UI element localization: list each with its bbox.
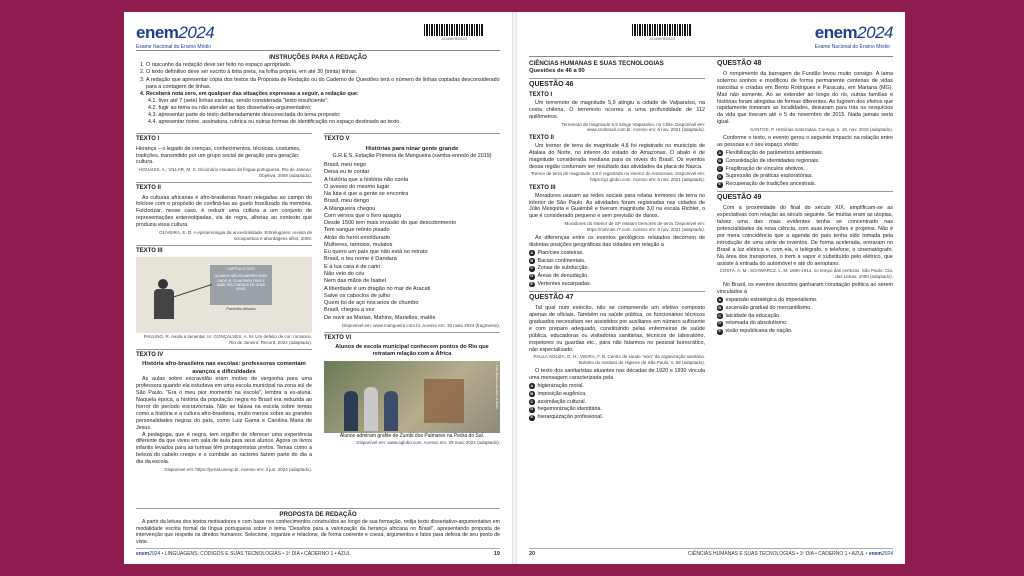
proposta-body: A partir da leitura dos textos motivadores e com base nos conhecimentos construídos ao longo de sua formação, redija texto dissertativo-argumentativo em modalidade escrita formal da língua portuguesa sobre o tema "Desafios para a valorização da herança africana no Brasil", apresentando proposta de intervenção que respeite os direitos humanos. Selecione, organize e relacione, de forma coerente e coesa, argumentos e fatos para defesa de seu ponto de vista.: [136, 518, 500, 545]
alternative-text: Zonas de subducção.: [537, 265, 590, 272]
lyric-line: Mulheres, tamoios, mulatos: [324, 241, 393, 248]
alternative-letter-icon: B: [718, 158, 722, 163]
q47-alternative[interactable]: [529, 414, 705, 421]
texto-6-caption: Alunos admiram grafite de Zumbi dos Palmares na Pedra do Sal.: [339, 432, 485, 439]
page-number-right: 20: [529, 550, 536, 557]
texto-2-label: TEXTO II: [136, 182, 312, 193]
q46-alternative[interactable]: [529, 265, 705, 272]
q47-alternatives: [529, 383, 705, 422]
lyric-line: Brasil, o teu nome é Dandara: [324, 256, 397, 263]
alternative-text: Planícies costeiras.: [537, 249, 584, 256]
alternative-text: Flexibilização de parâmetros ambientais.: [725, 149, 824, 156]
q48-alternative[interactable]: [717, 166, 893, 173]
q48-stem: Conforme o texto, o evento gerou o seguinte impacto na relação entre as pessoas e o seu espaço vivido:: [717, 134, 893, 148]
texto-3-illustration: [136, 257, 312, 333]
texto-4-source: Disponível em: https://jornal.unesp.br. Acesso em: 3 jun. 2024 (adaptado).: [164, 467, 312, 473]
lyric-line: Brasil, meu dengo: [324, 198, 370, 205]
alternative-text: hegemonização identitária.: [537, 406, 602, 413]
alternative-letter-icon: C: [718, 313, 722, 318]
right-footer-text: CIÊNCIAS HUMANAS E SUAS TECNOLOGIAS • 1º DIA • CADERNO 1 • AZUL: [687, 551, 865, 558]
alternative-text: assimilação cultural.: [537, 398, 587, 405]
alternative-letter-icon: A: [530, 383, 534, 388]
barcode: [632, 24, 692, 36]
sub-instruction-item: 4.3. apresentar parte do texto deliberadamente desconectada do tema proposto;: [148, 112, 341, 119]
q48-alternative[interactable]: [717, 173, 893, 180]
q48-alternative[interactable]: [717, 150, 893, 157]
q48-alternative[interactable]: [717, 181, 893, 188]
q46-texto-1: Um terremoto de magnitude 5,9 atingiu a cidade de Valparaíso, na costa chilena. O terremoto ocorreu a uma profundidade de 112 quilômetros.: [529, 99, 705, 120]
texto-1-label: TEXTO I: [136, 133, 312, 144]
texto-6-title: Alunos de escola municipal conhecem pontos do Rio que retratam relação com a África: [335, 344, 489, 358]
alternative-text: hierarquização profissional.: [537, 414, 604, 421]
right-page: 1234567890123 enem2024 Exame Nacional do Ensino Médio CIÊNCIAS HUMANAS E SUAS TECNOLOGIAS Questões de 46 a 90 QUESTÃO 46 TEXTO I Um terremoto de magnitude 5,9 atingiu a cidade de Valparaíso, na costa chilena. O terremoto ocorreu a uma profundidade de 112 quilômetros. Terremoto de magnitude 5,9 atinge Valparaíso, no Chile. Disponível em: www.cnnbrasil.com.br. Acesso em: 6 nov. 2021 (adaptado). TEXTO II Um tremor de terra de magnitude 4,8 foi registrado no município de Atalaia do Norte, no interior do estado do Amazonas. O abalo é de magnitude considerada mediana para os níveis do Brasil. Os eventos dessa região costumam ser resultado das atividades da placa de Nazca. Tremor de terra de magnitude 4,8 é registrado no interior do Amazonas. Disponível em: https://g1.globo.com. Acesso em: 6 nov. 2021 (adaptado). TEXTO III Moradores usaram as redes sociais para relatar tremores de terra no interior de São Paulo. As atividades foram registradas nas cidades de Júlio Mesquita e Guaimbê e tiveram magnitude 3,0 na escala Richter, o que é considerado pequeno e sem previsão de danos. Moradores do interior de SP relatam tremores de terra. Disponível em: https://noticias.r7.com. Acesso em: 6 nov. 2021 (adaptado). As diferenças entre os eventos geológicos relatados decorrem de distintas posições geográficas das cidades em relação a A Planícies costeiras. B Bacias continentais. C Zonas de subducção. D Áreas de denudação. E Vertentes escarpadas. QUESTÃO 47 Tal qual num exército, não se compreende um efetivo composto apenas de oficiais. Também na saúde pública, os funcionários técnicos graduados necessitam ser assistidos por auxiliares em número suficiente e com preparo adequado, constituindo pelas enfermeiras de saúde pública, educadoras ou visitadoras sanitárias, técnicos de laboratório, inspetores ou guardas etc., para não falarmos no pessoal burocrático, não especializado. PAULA SOUZA, G. H.; VIEIRA, F. B. Centro de saúde "eixo" da organização sanitária. Boletim do Instituto de Higiene de São Paulo, n. 59 (adaptado). O texto dos sanitaristas atuantes nas décadas de 1920 e 1930 vincula uma mensagem caracterizada pela A higienização moral. B imposição eugênica. C assimilação cultural. D hegemonização identitária. E hierarquização profissional. QUESTÃO 48 O rompimento da barragem de Fundão levou muito consigo. A lama soterrou sonhos e modificou de forma permanente centenas de vidas nascidas e criadas em Bento Rodrigues e Paracatu, em Mariana (MG). Mas não somente. Ao se estender ao longo do rio, outras famílias e histórias foram atingidas de formas diferentes. Ao fugirem dos efeitos que rapidamente tomaram as localidades, deixaram para trás os resquícios da vida que tiveram até o 5 de novembro de 2015. Nada jamais seria igual. SANTOS, P. Histórias soterradas. Curinga, n. 19, nov. 2016 (adaptado). Conforme o texto, o evento gerou o seguinte impacto na relação entre as pessoas e o seu espaço vivido: A Flexibilização de parâmetros ambientais. B Consolidação de identidades regionais. C Fragilização de vínculos afetivos. D Supressão de práticas exploratórias. E Recuperação de tradições ancestrais. QUESTÃO 49 Com a proximidade do final do século XIX, amplificam-se as expectativas com relação ao século seguinte. Se muitas eram as utopias, talvez uma das mais evidentes tenha se concentrado nas potencialidades da nova ciência, com suas invenções e projetos. Não é por mera coincidência que a agenda do país tenha sido tomada pela introdução de uma série de inventos. De forma acelerada, entraram no Brasil a luz elétrica e, com ela, o telégrafo, o telefone, o cinematógrafo. Na área dos transportes, o trem a vapor é substituído pelo elétrico, que assiste à entrada do automóvel e até do aeroplano. COSTA, A. M.; SCHWARCZ, L. M. 1890-1914, no tempo das certezas. São Paulo: Cia. das Letras, 2000 (adaptado). No Brasil, os eventos descritos ganharam conotação política ao serem vinculados à A expansão estratégica do imperialismo. B ascensão gradual do mercantilismo. C laicidade da educação. D retomada do absolutismo. E visão republicana de nação. 20 CIÊNCIAS HUMANAS E SUAS TECNOLOGIAS • 1º DIA • CADERNO 1 • AZUL • enem2024: [517, 12, 905, 564]
q46-texto-2-label: TEXTO II: [529, 135, 554, 142]
q46-texto-1-label: TEXTO I: [529, 92, 553, 99]
texto-1-body: Herança – o legado de crenças, conhecimentos, técnicas, costumes, tradições, transmitido por um grupo social de geração para geração; cultura.: [136, 145, 301, 166]
question-46-label: QUESTÃO 46: [529, 78, 705, 90]
lyric-line: Na luta é que a gente se encontra: [324, 191, 409, 198]
q46-alternative[interactable]: [529, 258, 705, 265]
left-page: enem2024 Exame Nacional do Ensino Médio 1234567890123 INSTRUÇÕES PARA A REDAÇÃO 1. O rascunho da redação deve ser feito no espaço apropriado. 2. O texto definitivo deve ser escrito à tinta preta, na folha própria, em até 30 (trinta) linhas. 3. A redação que apresentar cópia dos textos da Proposta de Redação ou do Caderno de Questões terá o número de linhas copiadas desconsiderado para a contagem de linhas. 4. Receberá nota zero, em qualquer das situações expressas a seguir, a redação que: 4.1. tiver até 7 (sete) linhas escritas, sendo considerada "texto insuficiente"; 4.2. fugir ao tema ou não atender ao tipo dissertativo-argumentativo; 4.3. apresentar parte do texto deliberadamente desconectada do tema proposto; 4.4. apresentar nome, assinatura, rubrica ou outras formas de identificação no espaço destinado ao texto. TEXTO I Herança – o legado de crenças, conhecimentos, técnicas, costumes, tradições, transmitido por um grupo social de geração para geração; cultura. HOUAISS, A.; VILLAR, M. S. Dicionário Houaiss da língua portuguesa. Rio de Janeiro: Objetiva, 2009 (adaptado). TEXTO II As culturas africanas e afro-brasileiras foram relegadas ao campo do folclore com o propósito de confiná-las ao gueto fossilizado da memória. Folclorizar, nesse caso, é reduzir uma cultura a um conjunto de representações estereotipadas, via de regra, alheias ao contexto que produziu essa cultura. OLIVEIRA, E. D. A epistemologia da ancestralidade. Entrelugares: revista de sociopoética e abordagens afins, 2009. TEXTO III CAPÍTULO OITO QUANDO NÃO SOUBERES PARA ONDE IR, OLHA PARA TRÁS E SABE PELO MENOS DE ONDE VENS. Provérbio africano PAULINO, R. Ainda a lamentar. In: GONÇALVES, A. M. Um defeito de cor: romance. Rio de Janeiro: Record, 2024 (adaptado). TEXTO IV História afro-brasileira nas escolas: professoras comentam avanços e dificuldades As aulas sobre escravidão eram motivo de vergonha para uma professora quando ela estudava em uma escola municipal na zona sul de São Paulo. "Era o meu pior momento na escola", lembra a ex-aluna. Naquela época, a história da população negra no Brasil era reduzida ao horror do período escravocrata. Não se falava na escola sobre temas como a história e a cultura afro-brasileira, muito menos sobre as grandes personalidades negras do país, como Luiz Gama e Carolina Maria de Jesus. A pedagoga, que é negra, tem orgulho de oferecer uma experiência diferente da que viveu em sala de aula para seus alunos. Agora os livros infantis levados para as turmas têm protagonistas pretos. Temas como a beleza do cabelo crespo e o combate ao racismo fazem parte do dia a dia da escola. Disponível em: https://jornal.unesp.br. Acesso em: 3 jun. 2024 (adaptado). TEXTO V Histórias para ninar gente grande G.R.E.S. Estação Primeira de Mangueira (samba-enredo de 2019) Brasil, meu nego Deixa eu te contar A história que a história não conta O avesso do mesmo lugar Na luta é que a gente se encontra Brasil, meu dengo A Mangueira chegou Com versos que o livro apagou Desde 1500 tem mais invasão do que descobrimento Tem sangue retinto pisado Atrás do herói emoldurado Mulheres, tamoios, mulatos Eu quero um país que não está no retrato Brasil, o teu nome é Dandara E a tua cara é de cariri Não veio do céu Nem das mãos de Isabel A liberdade é um dragão no mar de Aracati Salve os caboclos de julho Quem foi de aço nos anos de chumbo Brasil, chegou a vez De ouvir as Marias, Mahins, Marielles, malês Disponível em: www.mangueira.com.br. Acesso em: 30 maio 2024 (fragmento). TEXTO VI Alunos de escola municipal conhecem pontos do Rio que retratam relação com a África Foto: Marcos Carvalho / O Globo Alunos admiram grafite de Zumbi dos Palmares na Pedra do Sal. Disponível em: www.oglobo.com. Acesso em: 29 maio 2024 (adaptado). PROPOSTA DE REDAÇÃO A partir da leitura dos textos motivadores e com base nos conhecimentos construídos ao longo de sua formação, redija texto dissertativo-argumentativo em modalidade escrita formal da língua portuguesa sobre o tema "Desafios para a valorização da herança africana no Brasil", apresentando proposta de intervenção que respeite os direitos humanos. Selecione, organize e relacione, de forma coerente e coesa, argumentos e fatos para defesa de seu ponto de vista. enem2024 • LINGUAGENS, CÓDIGOS E SUAS TECNOLOGIAS • 1º DIA • CADERNO 1 • AZUL 19: [124, 12, 512, 564]
alternative-text: higienização moral.: [537, 382, 584, 389]
q49-source: COSTA, A. M.; SCHWARCZ, L. M. 1890-1914, no tempo das certezas. São Paulo: Cia. das Letras, 2000 (adaptado).: [719, 268, 893, 280]
proverb-caption: Provérbio africano: [226, 307, 256, 312]
q47-source: PAULA SOUZA, G. H.; VIEIRA, F. B. Centro de saúde "eixo" da organização sanitária. Boletim do Instituto de Higiene de São Paulo, n. 59 (adaptado).: [533, 354, 705, 366]
texto-5-title: Histórias para ninar gente grande: [365, 145, 459, 152]
alternative-text: visão republicana de nação.: [725, 328, 793, 335]
enem-logo: enem2024 Exame Nacional do Ensino Médio: [136, 23, 215, 50]
q49-stem: No Brasil, os eventos descritos ganharam conotação política ao serem vinculados à: [717, 281, 893, 295]
q47-alternative[interactable]: [529, 391, 705, 398]
chalkboard-text: QUANDO NÃO SOUBERES PARA ONDE IR, OLHA PARA TRÁS E SABE PELO MENOS DE ONDE VENS.: [214, 274, 268, 292]
lyric-line: A liberdade é um dragão no mar de Aracati: [324, 285, 431, 292]
alternative-letter-icon: D: [718, 321, 722, 326]
student-icon: [344, 391, 358, 431]
alternative-text: Recuperação de tradições ancestrais.: [725, 181, 816, 188]
texto-6-source: Disponível em: www.oglobo.com. Acesso em: 29 maio 2024 (adaptado).: [356, 439, 500, 445]
graffiti-mural: [424, 379, 464, 423]
left-column-1: [136, 130, 312, 475]
lyric-line: Com versos que o livro apagou: [324, 212, 402, 219]
texto-5-source: Disponível em: www.mangueira.com.br. Acesso em: 30 maio 2024 (fragmento).: [342, 322, 500, 328]
instructions-list: [136, 62, 500, 98]
alternative-text: expansão estratégica do imperialismo.: [725, 296, 818, 303]
texto-4-p2: A pedagoga, que é negra, tem orgulho de oferecer uma experiência diferente da que viveu em sala de aula para seus alunos. Agora os livros infantis levados para as turmas têm protagonistas pretos. Temas como a beleza do cabelo crespo e o combate ao racismo fazem parte do dia a dia da escola.: [136, 431, 312, 466]
figure-body-icon: [154, 289, 174, 319]
sub-instruction-item: 4.4. apresentar nome, assinatura, rubrica ou outras formas de identificação no espaço destinado ao texto.: [148, 119, 401, 126]
lyric-line: Desde 1500 tem mais invasão do que descobrimento: [324, 220, 457, 227]
instruction-item: 3. A redação que apresentar cópia dos textos da Proposta de Redação ou do Caderno de Questões terá o número de linhas copiadas desconsiderado para a contagem de linhas.: [146, 77, 500, 91]
q49-alternative[interactable]: [717, 297, 893, 304]
alternative-letter-icon: B: [530, 391, 534, 396]
instructions-block: [136, 54, 500, 126]
lyric-line: Salve os caboclos de julho: [324, 292, 391, 299]
alternative-text: Fragilização de vínculos afetivos.: [725, 165, 805, 172]
q49-alternative[interactable]: [717, 313, 893, 320]
lyric-line: Brasil, meu nego: [324, 161, 366, 168]
q48-body: O rompimento da barragem de Fundão levou muito consigo. A lama soterrou sonhos e modificou de forma permanente centenas de vidas nascidas e criadas em Bento Rodrigues e Paracatu, em Mariana (MG). Mas não somente. Ao se estender ao longo do rio, outras famílias e histórias foram atingidas de formas diferentes. Ao fugirem dos efeitos que rapidamente tomaram as localidades, deixaram para trás os resquícios da vida que tiveram até o 5 de novembro de 2015. Nada jamais seria igual.: [717, 70, 893, 126]
texto-5-label: TEXTO V: [324, 133, 500, 144]
lyric-line: Quem foi de aço nos anos de chumbo: [324, 300, 419, 307]
page-number-left: 19: [493, 550, 500, 557]
section-title: CIÊNCIAS HUMANAS E SUAS TECNOLOGIAS: [529, 60, 664, 67]
sub-instruction-item: 4.1. tiver até 7 (sete) linhas escritas, sendo considerada "texto insuficiente";: [148, 98, 329, 105]
alternative-letter-icon: B: [530, 258, 534, 263]
q47-stem: O texto dos sanitaristas atuantes nas décadas de 1920 e 1930 vincula uma mensagem caracterizada pela: [529, 367, 705, 381]
samba-lyrics: [324, 162, 500, 322]
q49-body: Com a proximidade do final do século XIX, amplificam-se as expectativas com relação ao século seguinte. Se muitas eram as utopias, talvez uma das mais evidentes tenha se concentrado nas potencialidades da nova ciência, com suas invenções e projetos. Não é por mera coincidência que a agenda do país tenha sido tomada pela introdução de uma série de inventos. De forma acelerada, entraram no Brasil a luz elétrica e, com ela, o telégrafo, o telefone, o cinematógrafo. Na área dos transportes, o trem a vapor é substituído pelo elétrico, que assiste à entrada do automóvel e até do aeroplano.: [717, 205, 893, 267]
header-rule: [529, 56, 893, 57]
q49-alternatives: [717, 297, 893, 336]
alternative-letter-icon: D: [530, 407, 534, 412]
alternative-letter-icon: E: [718, 329, 722, 334]
q49-alternative[interactable]: [717, 320, 893, 327]
q46-alternatives: [529, 250, 705, 289]
student-icon: [364, 387, 378, 431]
q46-alternative[interactable]: [529, 250, 705, 257]
header-rule: [136, 50, 500, 51]
texto-4-label: TEXTO IV: [136, 349, 312, 360]
lyric-line: Atrás do herói emoldurado: [324, 234, 390, 241]
barcode: [424, 24, 484, 36]
alternative-letter-icon: B: [718, 305, 722, 310]
alternative-letter-icon: C: [718, 166, 722, 171]
right-column-1: [529, 60, 705, 422]
alternative-letter-icon: C: [530, 266, 534, 271]
alternative-letter-icon: D: [530, 274, 534, 279]
alternative-text: ascensão gradual do mercantilismo.: [725, 304, 812, 311]
lyric-line: E a tua cara é de cariri: [324, 263, 381, 270]
q46-texto-3-source: Moradores do interior de SP relatam tremores de terra. Disponível em: https://noticias.r7.com. Acesso em: 6 nov. 2021 (adaptado).: [564, 221, 705, 233]
chapter-caption: CAPÍTULO OITO: [227, 267, 255, 272]
photo-credit: Foto: Marcos Carvalho / O Globo: [495, 364, 499, 409]
alternative-text: Áreas de denudação.: [537, 273, 589, 280]
texto-3-source: PAULINO, R. Ainda a lamentar. In: GONÇALVES, A. M. Um defeito de cor: romance. Rio de Janeiro: Record, 2024 (adaptado).: [143, 334, 312, 346]
instructions-title: INSTRUÇÕES PARA A REDAÇÃO: [269, 54, 367, 61]
alternative-text: imposição eugênica.: [537, 390, 587, 397]
alternative-text: Vertentes escarpadas.: [537, 281, 592, 288]
q46-texto-2: Um tremor de terra de magnitude 4,8 foi registrado no município de Atalaia do Norte, no interior do estado do Amazonas. O abalo é de magnitude considerada mediana para os níveis do Brasil. Os eventos dessa região costumam ser resultado das atividades da placa de Nazca.: [529, 142, 705, 170]
lyric-line: Não veio do céu: [324, 270, 365, 277]
q46-texto-3-label: TEXTO III: [529, 184, 556, 191]
alternative-text: retomada do absolutismo.: [725, 320, 788, 327]
lyric-line: O avesso do mesmo lugar: [324, 183, 390, 190]
section-subtitle: Questões de 46 a 90: [529, 67, 585, 74]
q47-alternative[interactable]: [529, 399, 705, 406]
texto-4-p1: As aulas sobre escravidão eram motivo de vergonha para uma professora quando ela estudava em uma escola municipal na zona sul de São Paulo. "Era o meu pior momento na escola", lembra a ex-aluna. Naquela época, a história da população negra no Brasil era reduzida ao horror do período escravocrata. Não se falava na escola sobre temas como a história e a cultura afro-brasileira, muito menos sobre as grandes personalidades negras do país, como Luiz Gama e Carolina Maria de Jesus.: [136, 376, 312, 431]
alternative-letter-icon: A: [718, 150, 722, 155]
alternative-letter-icon: E: [530, 282, 534, 287]
q46-alternative[interactable]: [529, 281, 705, 288]
q47-alternative[interactable]: [529, 383, 705, 390]
lyric-line: A história que a história não conta: [324, 176, 409, 183]
question-48-label: QUESTÃO 48: [717, 60, 762, 67]
alternative-text: Consolidação de identidades regionais.: [725, 157, 820, 164]
texto-3-label: TEXTO III: [136, 245, 312, 256]
q49-alternative[interactable]: [717, 328, 893, 335]
right-footer: 20 CIÊNCIAS HUMANAS E SUAS TECNOLOGIAS • 1º DIA • CADERNO 1 • AZUL • enem2024: [529, 548, 893, 558]
rope-icon: [172, 284, 212, 298]
question-47-label: QUESTÃO 47: [529, 291, 705, 303]
left-footer: enem2024 • LINGUAGENS, CÓDIGOS E SUAS TECNOLOGIAS • 1º DIA • CADERNO 1 • AZUL 19: [136, 548, 500, 558]
alternative-letter-icon: C: [530, 399, 534, 404]
instruction-item: 1. O rascunho da redação deve ser feito no espaço apropriado.: [146, 62, 500, 69]
alternative-letter-icon: E: [718, 182, 722, 187]
q48-source: SANTOS, P. Histórias soterradas. Curinga, n. 19, nov. 2016 (adaptado).: [750, 127, 893, 133]
enem-logo: enem2024 Exame Nacional do Ensino Médio: [814, 23, 893, 50]
instruction-item: 2. O texto definitivo deve ser escrito à tinta preta, na folha própria, em até 30 (trinta) linhas.: [146, 69, 500, 76]
q48-alternative[interactable]: [717, 158, 893, 165]
texto-5-subtitle: G.R.E.S. Estação Primeira de Mangueira (samba-enredo de 2019): [332, 153, 492, 160]
alternative-letter-icon: D: [718, 174, 722, 179]
q46-stem: As diferenças entre os eventos geológicos relatados decorrem de distintas posições geográficas das cidades em relação a: [529, 234, 705, 248]
proposta-block: [136, 508, 500, 546]
texto-6-photo: [324, 361, 500, 433]
texto-1-source: HOUAISS, A.; VILLAR, M. S. Dicionário Houaiss da língua portuguesa. Rio de Janeiro: Objetiva, 2009 (adaptado).: [139, 167, 312, 179]
instruction-item: 4. Receberá nota zero, em qualquer das situações expressas a seguir, a redação que:: [146, 91, 500, 98]
student-icon: [384, 391, 398, 431]
q46-texto-3: Moradores usaram as redes sociais para relatar tremores de terra no interior de São Paulo. As atividades foram registradas nas cidades de Júlio Mesquita e Guaimbê e tiveram magnitude 3,0 na escala Richter, o que é considerado pequeno e sem previsão de danos.: [529, 192, 705, 220]
alternative-letter-icon: E: [530, 415, 534, 420]
q48-alternatives: [717, 150, 893, 189]
q49-alternative[interactable]: [717, 305, 893, 312]
lyric-line: Brasil, chegou a vez: [324, 307, 375, 314]
lyric-line: De ouvir as Marias, Mahins, Marielles, malês: [324, 314, 436, 321]
alternative-letter-icon: A: [718, 297, 722, 302]
sub-instructions-list: [136, 98, 500, 126]
lyric-line: Eu quero um país que não está no retrato: [324, 249, 428, 256]
texto-4-title: História afro-brasileira nas escolas: professoras comentam avanços e dificuldades: [142, 361, 306, 375]
alternative-text: Bacias continentais.: [537, 257, 586, 264]
q46-texto-2-source: Tremor de terra de magnitude 4,8 é registrado no interior do Amazonas. Disponível em: https://g1.globo.com. Acesso em: 6 nov. 2021 (adaptado).: [530, 171, 705, 183]
sub-instruction-item: 4.2. fugir ao tema ou não atender ao tipo dissertativo-argumentativo;: [148, 105, 312, 112]
right-column-2: [717, 60, 893, 336]
figure-head-icon: [158, 279, 168, 289]
q46-alternative[interactable]: [529, 273, 705, 280]
proposta-title: PROPOSTA DE REDAÇÃO: [136, 508, 500, 519]
lyric-line: Tem sangue retinto pisado: [324, 227, 390, 234]
lyric-line: Nem das mãos de Isabel: [324, 278, 386, 285]
texto-6-label: TEXTO VI: [324, 332, 500, 343]
q46-texto-1-source: Terremoto de magnitude 5,9 atinge Valparaíso, no Chile. Disponível em: www.cnnbrasil.com.br. Acesso em: 6 nov. 2021 (adaptado).: [561, 121, 705, 133]
q47-body: Tal qual num exército, não se compreende um efetivo composto apenas de oficiais. Também na saúde pública, os funcionários técnicos graduados necessitam ser assistidos por auxiliares em número suficiente e com preparo adequado, constituindo pelas enfermeiras de saúde pública, educadoras ou visitadoras sanitárias, técnicos de laboratório, inspetores ou guardas etc., para não falarmos no pessoal burocrático, não especializado.: [529, 305, 705, 353]
alternative-text: Supressão de práticas exploratórias.: [725, 173, 813, 180]
texto-2-source: OLIVEIRA, E. D. A epistemologia da ancestralidade. Entrelugares: revista de sociopoética e abordagens afins, 2009.: [159, 230, 312, 241]
alternative-text: laicidade da educação.: [725, 312, 781, 319]
lyric-line: A Mangueira chegou: [324, 205, 376, 212]
question-49-label: QUESTÃO 49: [717, 191, 893, 203]
lyric-line: Deixa eu te contar: [324, 169, 370, 176]
left-column-2: [324, 130, 500, 448]
alternative-letter-icon: A: [530, 250, 534, 255]
left-footer-text: LINGUAGENS, CÓDIGOS E SUAS TECNOLOGIAS • 1º DIA • CADERNO 1 • AZUL: [164, 551, 351, 558]
q47-alternative[interactable]: [529, 406, 705, 413]
texto-2-body: As culturas africanas e afro-brasileiras foram relegadas ao campo do folclore com o propósito de confiná-las ao gueto fossilizado da memória. Folclorizar, nesse caso, é reduzir uma cultura a um conjunto de representações estereotipadas, via de regra, alheias ao contexto que produziu essa cultura.: [136, 194, 312, 229]
